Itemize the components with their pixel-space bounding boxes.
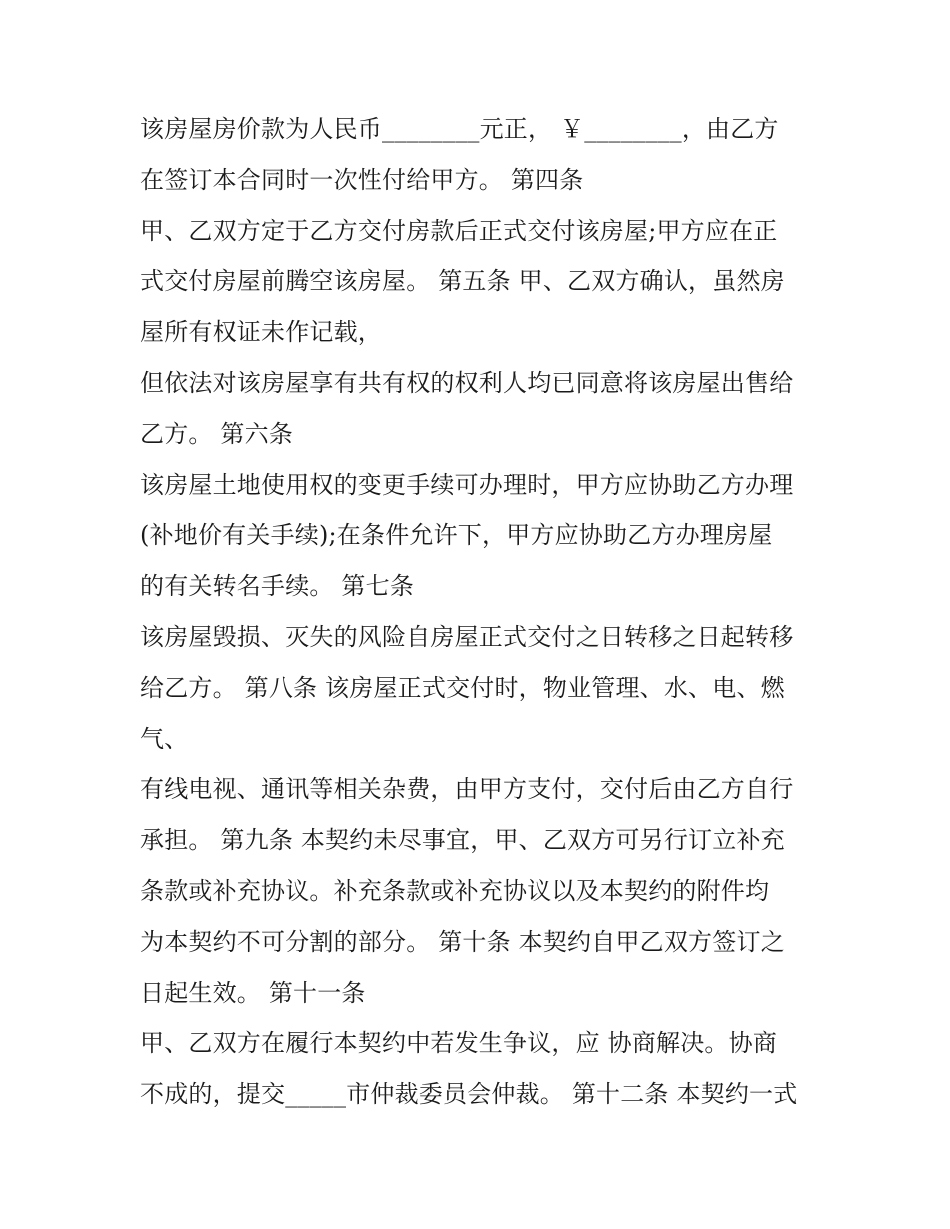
text-line: 式交付房屋前腾空该房屋。 第五条 甲、乙双方确认，虽然房 [140, 267, 785, 296]
text-line: 该房屋土地使用权的变更手续可办理时，甲方应协助乙方办理 [140, 470, 794, 499]
text-line: 为本契约不可分割的部分。 第十条 本契约自甲乙双方签订之 [140, 927, 785, 956]
text-line: 的有关转名手续。 第七条 [140, 572, 415, 601]
text-line: 该房屋毁损、灭失的风险自房屋正式交付之日转移之日起转移 [140, 622, 794, 651]
text-line: 该房屋房价款为人民币________元正， ￥________，由乙方 [140, 115, 779, 143]
text-line: 日起生效。 第十一条 [140, 978, 366, 1007]
text-line: 屋所有权证未作记载， [140, 318, 382, 347]
text-line: 甲、乙双方在履行本契约中若发生争议，应 协商解决。协商 [140, 1029, 778, 1058]
text-line: 乙方。 第六条 [140, 419, 294, 448]
document-body [140, 104, 820, 1120]
text-line: 给乙方。 第八条 该房屋正式交付时，物业管理、水、电、燃 [140, 673, 785, 702]
text-line: 气、 [140, 724, 189, 753]
text-line: 但依法对该房屋享有共有权的权利人均已同意将该房屋出售给 [140, 368, 794, 397]
text-line: 不成的，提交_____市仲裁委员会仲裁。 第十二条 本契约一式 [140, 1080, 798, 1109]
text-line: 有线电视、通讯等相关杂费，由甲方支付，交付后由乙方自行 [140, 775, 794, 804]
text-line: 甲、乙双方定于乙方交付房款后正式交付该房屋;甲方应在正 [140, 216, 778, 245]
text-line: (补地价有关手续);在条件允许下，甲方应协助乙方办理房屋 [140, 521, 773, 550]
text-line: 承担。 第九条 本契约未尽事宜，甲、乙双方可另行订立补充 [140, 826, 785, 855]
text-line: 在签订本合同时一次性付给甲方。 第四条 [140, 165, 584, 194]
text-line: 条款或补充协议。补充条款或补充协议以及本契约的附件均 [140, 876, 770, 905]
